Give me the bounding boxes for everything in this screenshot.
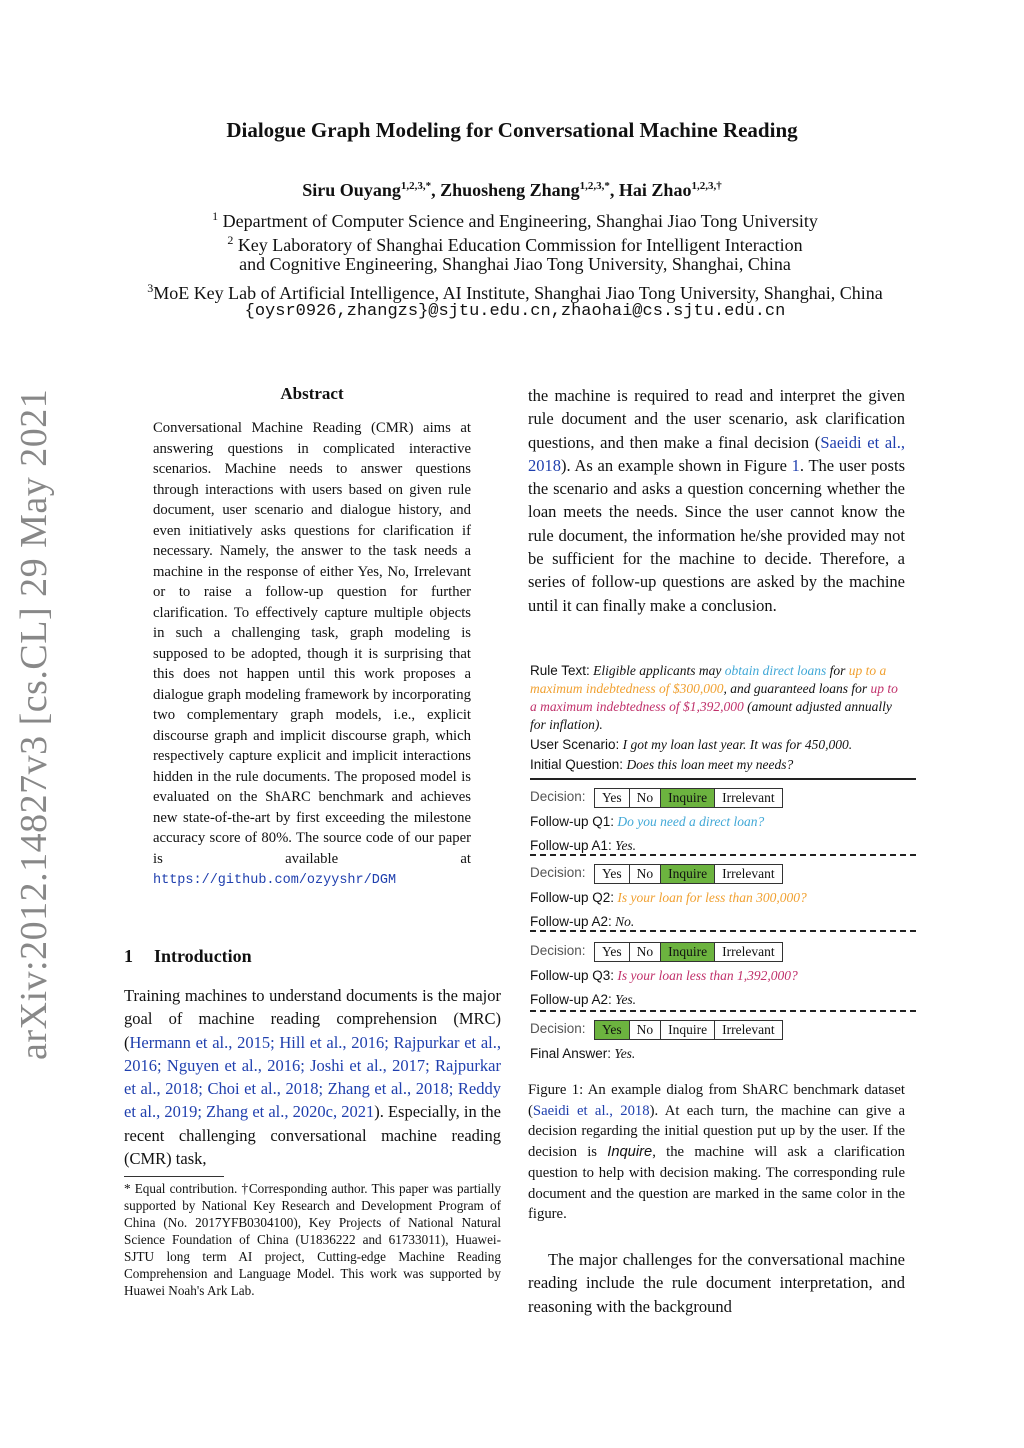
decision-label: Decision: [530,865,586,880]
follow-up-answer [530,838,636,854]
affil-text: Key Laboratory of Shanghai Education Commission for Intelligent Interaction [237,235,803,255]
rule-text [530,662,902,734]
decision-option-inquire: Inquire [661,789,715,807]
citation-link[interactable]: Saeidi et al., 2018 [532,1102,650,1119]
paper-title: Dialogue Graph Modeling for Conversational Machine Reading [226,118,798,142]
citation-link[interactable]: Saeidi et al., 2018 [528,432,906,475]
decision-option-no: No [630,789,662,807]
affiliation-line [0,252,1024,276]
figure-separator [530,778,916,780]
follow-up-answer [530,992,636,1008]
followup-a-text: Yes. [615,838,637,853]
followup-a-label: Follow-up A2: [530,914,612,929]
followup-q-label: Follow-up Q2: [530,890,615,905]
decision-label: Decision: [530,789,586,804]
figure-ref-link[interactable]: 1 [791,455,800,475]
caption-text: , the machine will ask a clarification question to help with decision making. The corresponding rule document and the question are marked in the same color in the figure. [528,1144,905,1223]
affil-text: MoE Key Lab of Artificial Intelligence, AI Institute, Shanghai Jiao Tong University, Shanghai, China [153,283,883,303]
abstract-heading: Abstract [280,384,344,403]
decision-option-inquire: Inquire [661,1021,715,1039]
caption-emphasis: Inquire [607,1144,653,1161]
turn-separator [530,930,916,932]
scenario-label: User Scenario: [530,737,620,752]
rule-highlight-orange: up to a maximum indebtedness of $300,000 [530,663,887,696]
caption-text: Figure 1: An example dialog from ShARC benchmark dataset ( [528,1082,905,1119]
footnote: * Equal contribution. †Corresponding author. This paper was partially supported by National Key Research and Development Program of China (No. 2017YFB0304100), Key Projects of National Natural Science Foundation of China (U1836222 and 61733011), Huawei-SJTU long term AI project, Cutting-edge Machine Reading Comprehension and Language Model. This work was supported by Huawei Noah's Ark Lab. [124,1181,501,1298]
followup-q-text: Do you need a direct loan? [617,814,765,829]
rule-part: (amount adjusted annually for inflation). [530,699,892,732]
decision-option-irrelevant: Irrelevant [722,790,775,805]
decision-label: Decision: [530,1021,586,1036]
decision-option-yes: Yes [595,1021,630,1039]
source-code-link[interactable]: https://github.com/ozyyshr/DGM [153,873,397,888]
author-emails[interactable]: {oysr0926,zhangzs}@sjtu.edu.cn,zhaohai@cs.sjtu.edu.cn [244,302,786,321]
affil-sup: 1 [212,209,219,223]
followup-q-label: Follow-up Q3: [530,968,615,983]
abstract-text: Conversational Machine Reading (CMR) aims at answering questions in complicated interactive scenarios. Machine needs to answer questions through interactions with users based on given rule document, user scenario and dialogue history, and even initiatively asks questions for clarification if necessary. Namely, the answer to the task needs a machine in the response of either Yes, No, Irrelevant or to raise a follow-up question for further clarification. To effectively capture multiple objects in such a challenging task, graph modeling is supposed to be adopted, though it is surprising that this does not happen until this work proposes a dialogue graph modeling framework by incorporating two complementary graph models, i.e., explicit discourse graph and implicit discourse graph, which respectively capture explicit and implicit interactions hidden in the rule documents. The proposed model is evaluated on the ShARC benchmark and achieves new state-of-the-art by first exceeding the milestone accuracy score of 80%. The source code of our paper is available at [153,420,471,867]
follow-up-question [530,814,764,830]
right-column-paragraph [528,384,905,617]
initial-question [530,757,793,773]
intro-text: ). Especially, in the recent challenging conversational machine reading (CMR) task, [124,1102,501,1169]
rule-part: , and guaranteed loans for [723,681,871,696]
follow-up-question [530,968,798,984]
decision-option-no: No [630,943,662,961]
affil-text: and Cognitive Engineering, Shanghai Jiao Tong University, Shanghai, China [239,254,791,274]
section-title: Introduction [154,946,252,966]
author-name: Hai Zhao [618,180,692,200]
followup-a-label: Follow-up A1: [530,838,612,853]
decision-option-yes: Yes [595,865,630,883]
followup-q-label: Follow-up Q1: [530,814,615,829]
decision-option-yes: Yes [595,789,630,807]
user-scenario [530,737,852,753]
affil-sup: 3 [147,281,154,295]
final-answer [530,1046,635,1062]
decision-option-irrelevant: Irrelevant [722,944,775,959]
decision-option-irrelevant: Irrelevant [722,866,775,881]
rule-highlight-blue: obtain direct loans [724,663,827,678]
citation-link[interactable]: Hermann et al., 2015; Hill et al., 2016; Rajpurkar et al., 2016; Nguyen et al., 2016; Joshi et al., 2017; Rajpurkar et al., 2018; Choi et al., 2018; Zhang et al., 2018; Reddy et al., 2019; Zhang et al., 2020c, 2021 [124,1032,501,1122]
decision-options [594,788,783,808]
decision-option-no: No [630,1021,662,1039]
decision-option-inquire: Inquire [661,865,715,883]
final-answer-label: Final Answer: [530,1046,612,1061]
affiliation-line [0,276,1024,305]
author-sup: 1,2,3,* [579,180,610,192]
rule-highlight-pink: up to a maximum indebtedness of $1,392,000 [530,681,898,714]
scenario-text: I got my loan last year. It was for 450,000. [622,737,853,752]
decision-option-yes: Yes [595,943,630,961]
rule-part: for [826,663,849,678]
question-label: Initial Question: [530,757,624,772]
followup-q-text: Is your loan less than 1,392,000? [617,968,798,983]
decision-option-irrelevant: Irrelevant [722,1022,775,1037]
followup-q-text: Is your loan for less than 300,000? [617,890,807,905]
author-name: Siru Ouyang [302,180,401,200]
decision-option-no: No [630,865,662,883]
followup-a-text: Yes. [615,992,637,1007]
turn-separator [530,854,916,856]
section-number: 1 [124,946,133,966]
decision-options [594,942,783,962]
figure-1 [530,662,916,1062]
final-answer-text: Yes. [614,1046,636,1061]
affil-sup: 2 [227,233,234,247]
body-text: the machine is required to read and interpret the given rule document and the user scenario, ask clarification questions, and then make a final decision ( [528,386,905,452]
figure-caption [528,1080,905,1225]
body-text: ). As an example shown in Figure [561,455,792,475]
rule-part: Eligible applicants may [593,663,725,678]
intro-paragraph [124,984,501,1170]
affil-text: Department of Computer Science and Engineering, Shanghai Jiao Tong University [222,211,818,231]
follow-up-answer [530,914,634,930]
author-list: Siru Ouyang$^{1,2,3,*}$, Zhuosheng Zhang$^{1,2,3,*}$, Hai Zhao$^{1,2,3,\dagger}$ [302,180,722,200]
followup-a-text: No. [615,914,635,929]
abstract-body [153,418,471,892]
followup-a-label: Follow-up A2: [530,992,612,1007]
arxiv-identifier[interactable]: arXiv:2012.14827v3 [cs.CL] 29 May 2021 [13,388,55,1060]
body-text: . The user posts the scenario and asks a question concerning whether the loan meets the needs. Since the user cannot know the rule document, the information he/she provided may not be sufficient for the machine to decide. Therefore, a series of follow-up questions are asked by the machine until it can finally make a conclusion. [528,455,905,615]
footnote-rule [124,1176,224,1177]
rule-label: Rule Text: [530,663,590,678]
decision-options [594,864,783,884]
turn-separator [530,1010,916,1012]
decision-label: Decision: [530,943,586,958]
section-heading [124,946,252,967]
author-sup: 1,2,3,† [691,180,722,192]
right-column-paragraph: The major challenges for the conversational machine reading include the rule document interpretation, and reasoning with the background [528,1250,905,1316]
question-text: Does this loan meet my needs? [626,757,794,772]
decision-options [594,1020,783,1040]
author-name: Zhuosheng Zhang [440,180,580,200]
author-sup: 1,2,3,* [400,180,432,192]
intro-text: Training machines to understand documents is the major goal of machine reading comprehension (MRC) ( [124,986,501,1052]
caption-text: ). At each turn, the machine can give a decision regarding the initial question put up by the user. If the decision is [528,1102,905,1161]
follow-up-question [530,890,807,906]
decision-option-inquire: Inquire [661,943,715,961]
